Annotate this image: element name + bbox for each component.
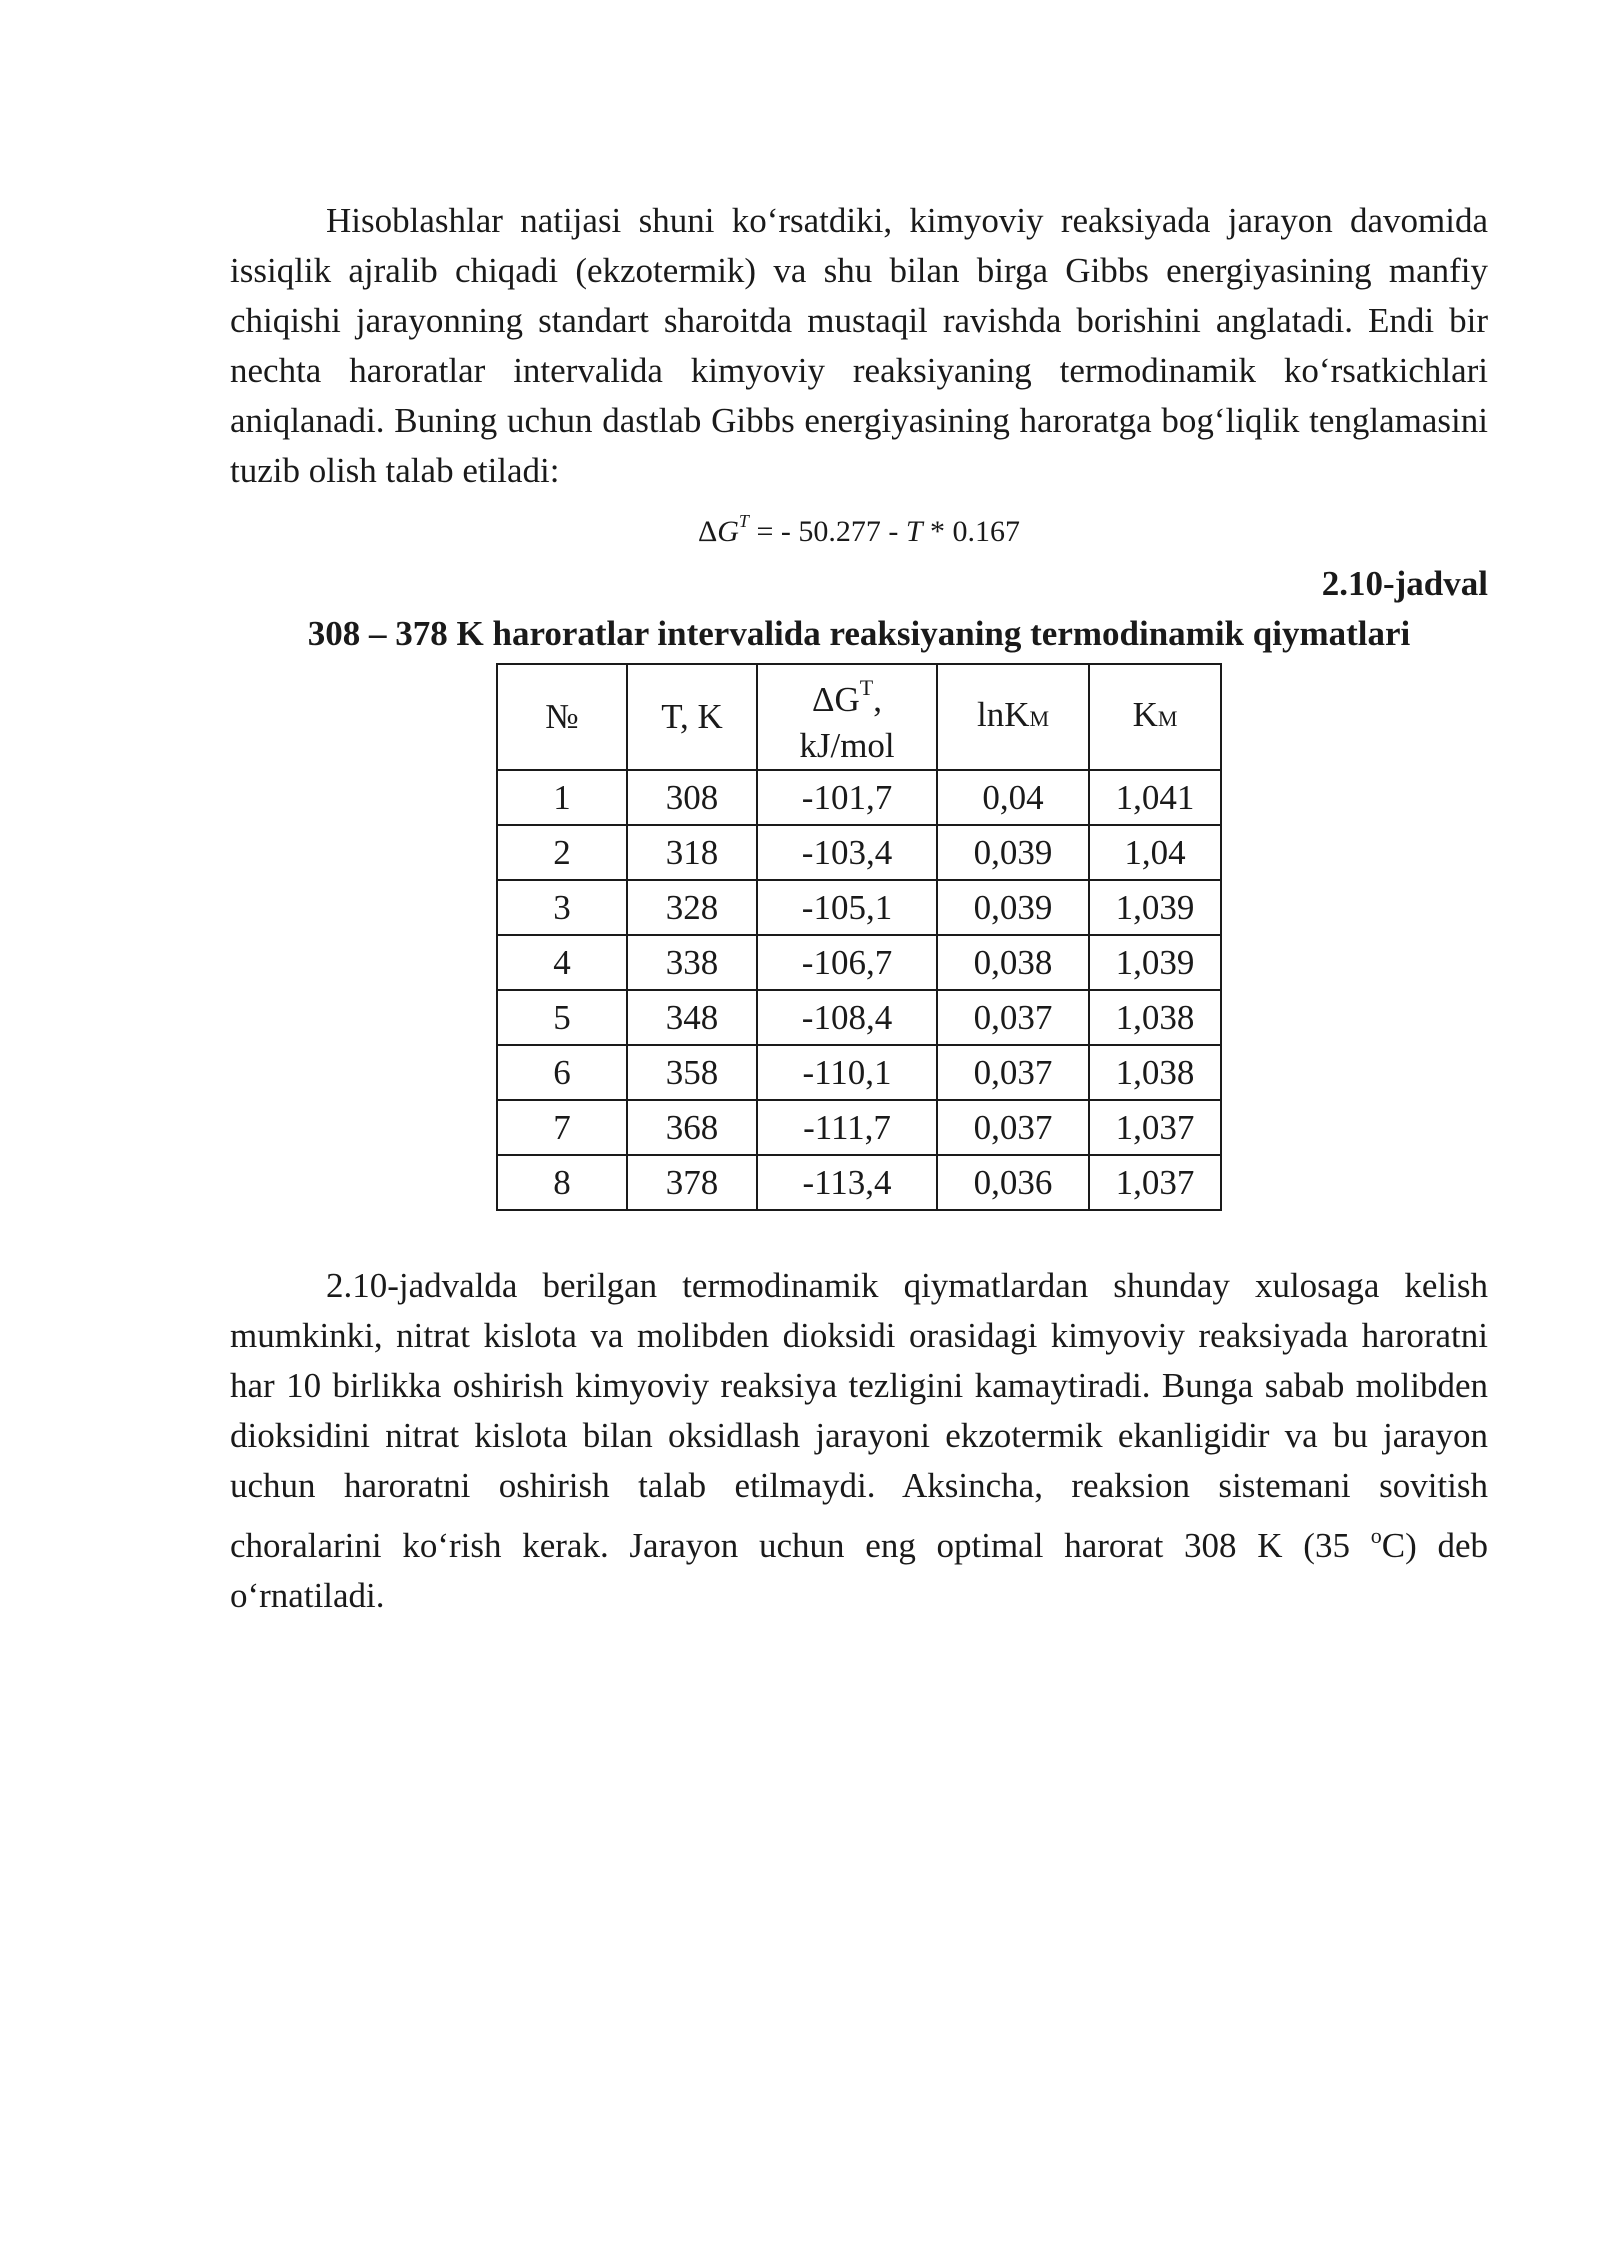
table-row bbox=[497, 935, 1221, 990]
gibbs-symbol: G bbox=[717, 515, 739, 548]
cell-gibbs-energy: -106,7 bbox=[757, 935, 937, 990]
cell-number: 6 bbox=[497, 1045, 627, 1100]
cell-lnk: 0,038 bbox=[937, 935, 1089, 990]
header-gibbs-unit: kJ/mol bbox=[799, 726, 895, 765]
header-lnk-main: lnK bbox=[976, 695, 1030, 734]
cell-lnk: 0,039 bbox=[937, 825, 1089, 880]
cell-lnk: 0,036 bbox=[937, 1155, 1089, 1210]
cell-gibbs-energy: -105,1 bbox=[757, 880, 937, 935]
cell-k: 1,037 bbox=[1089, 1155, 1221, 1210]
thermodynamic-table bbox=[496, 663, 1222, 1211]
header-k bbox=[1089, 664, 1221, 770]
table-row bbox=[497, 1155, 1221, 1210]
cell-lnk: 0,037 bbox=[937, 1100, 1089, 1155]
temperature-superscript: T bbox=[738, 511, 749, 531]
cell-k: 1,039 bbox=[1089, 935, 1221, 990]
gibbs-equation bbox=[230, 496, 1488, 557]
cell-number: 5 bbox=[497, 990, 627, 1045]
cell-temperature: 348 bbox=[627, 990, 757, 1045]
table-row bbox=[497, 990, 1221, 1045]
conclusion-tail: C) deb o‘rnatiladi. bbox=[230, 1526, 1488, 1615]
cell-temperature: 328 bbox=[627, 880, 757, 935]
cell-lnk: 0,037 bbox=[937, 990, 1089, 1045]
temperature-symbol: T bbox=[905, 515, 923, 548]
delta-symbol: Δ bbox=[697, 515, 718, 548]
cell-temperature: 308 bbox=[627, 770, 757, 825]
table-number: 2.10-jadval bbox=[1321, 564, 1488, 603]
cell-lnk: 0,039 bbox=[937, 880, 1089, 935]
header-k-sub: M bbox=[1157, 706, 1178, 731]
header-temperature bbox=[627, 664, 757, 770]
cell-number: 8 bbox=[497, 1155, 627, 1210]
degree-superscript: o bbox=[1370, 1523, 1382, 1548]
header-lnk-sub: M bbox=[1029, 706, 1050, 731]
conclusion-text: 2.10-jadvalda berilgan termodinamik qiymatlardan shunday xulosaga kelish mumkinki, nitrat kislota va molibden dioksidi orasidagi kimyoviy reaksiyada haroratni har 10 birlikka oshirish kimyoviy reaksiya tezligini kamaytiradi. Bunga sabab molibden dioksidini nitrat kislota bilan oksidlash jarayoni ekzotermik ekanligidir va bu jarayon uchun haroratni oshirish talab etilmaydi. Aksincha, reaksion sistemani sovitish choralarini ko‘rish kerak. Jarayon uchun eng optimal harorat 308 K (35 bbox=[230, 1266, 1488, 1565]
header-lnk bbox=[937, 664, 1089, 770]
cell-k: 1,038 bbox=[1089, 990, 1221, 1045]
cell-gibbs-energy: -113,4 bbox=[757, 1155, 937, 1210]
table-row bbox=[497, 825, 1221, 880]
equation-part-a: = - 50.277 - bbox=[748, 515, 906, 548]
table-row bbox=[497, 1100, 1221, 1155]
table-row bbox=[497, 880, 1221, 935]
header-gibbs-sup: T bbox=[859, 675, 874, 700]
document-page bbox=[230, 196, 1488, 1621]
table-title: 308 – 378 K haroratlar intervalida reaksiyaning termodinamik qiymatlari bbox=[307, 614, 1411, 653]
header-gibbs-comma: , bbox=[873, 680, 882, 719]
cell-temperature: 378 bbox=[627, 1155, 757, 1210]
header-number-label: № bbox=[545, 697, 579, 736]
cell-k: 1,039 bbox=[1089, 880, 1221, 935]
cell-number: 3 bbox=[497, 880, 627, 935]
cell-gibbs-energy: -111,7 bbox=[757, 1100, 937, 1155]
cell-temperature: 368 bbox=[627, 1100, 757, 1155]
cell-k: 1,04 bbox=[1089, 825, 1221, 880]
cell-number: 2 bbox=[497, 825, 627, 880]
cell-number: 4 bbox=[497, 935, 627, 990]
cell-temperature: 318 bbox=[627, 825, 757, 880]
cell-gibbs-energy: -103,4 bbox=[757, 825, 937, 880]
cell-number: 7 bbox=[497, 1100, 627, 1155]
intro-paragraph: Hisoblashlar natijasi shuni ko‘rsatdiki, kimyoviy reaksiyada jarayon davomida issiqlik ajralib chiqadi (ekzotermik) va shu bilan birga Gibbs energiyasining manfiy chiqishi jarayonning standart sharoitda mustaqil ravishda borishini anglatadi. Endi bir nechta haroratlar intervalida kimyoviy reaksiyaning termodinamik ko‘rsatkichlari aniqlanadi. Buning uchun dastlab Gibbs energiyasining haroratga bog‘liqlik tenglamasini tuzib olish talab etiladi: bbox=[230, 201, 1488, 490]
cell-temperature: 338 bbox=[627, 935, 757, 990]
cell-temperature: 358 bbox=[627, 1045, 757, 1100]
cell-gibbs-energy: -110,1 bbox=[757, 1045, 937, 1100]
table-row bbox=[497, 1045, 1221, 1100]
header-gibbs-main: ΔG bbox=[812, 680, 860, 719]
cell-number: 1 bbox=[497, 770, 627, 825]
header-temperature-label: T, K bbox=[661, 697, 723, 736]
table-row bbox=[497, 770, 1221, 825]
equation-part-b: * 0.167 bbox=[922, 515, 1021, 548]
header-k-main: K bbox=[1132, 695, 1158, 734]
cell-lnk: 0,037 bbox=[937, 1045, 1089, 1100]
cell-lnk: 0,04 bbox=[937, 770, 1089, 825]
cell-gibbs-energy: -101,7 bbox=[757, 770, 937, 825]
conclusion-paragraph bbox=[230, 1261, 1488, 1621]
header-gibbs-energy bbox=[757, 664, 937, 770]
cell-k: 1,041 bbox=[1089, 770, 1221, 825]
header-number bbox=[497, 664, 627, 770]
cell-k: 1,038 bbox=[1089, 1045, 1221, 1100]
cell-gibbs-energy: -108,4 bbox=[757, 990, 937, 1045]
table-header-row bbox=[497, 664, 1221, 770]
cell-k: 1,037 bbox=[1089, 1100, 1221, 1155]
